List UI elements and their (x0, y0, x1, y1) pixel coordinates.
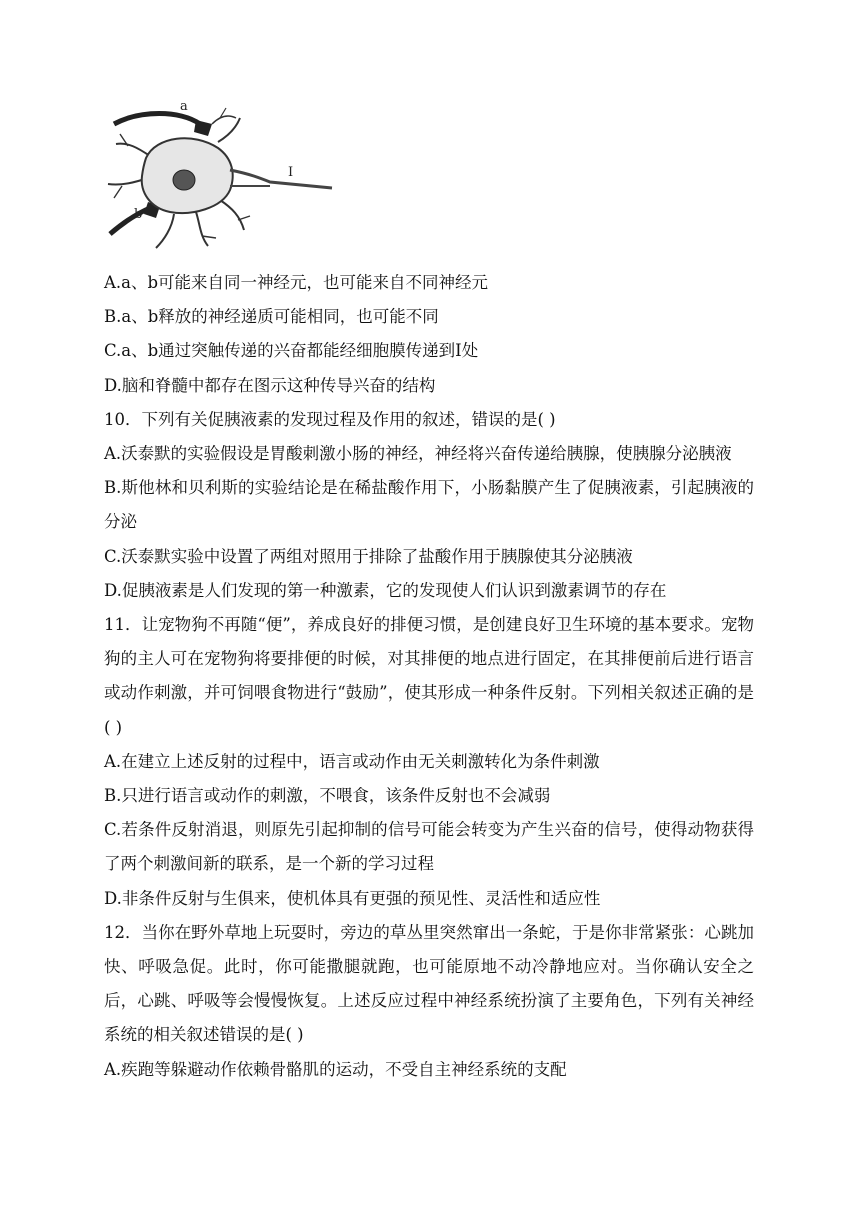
synaptic-knob-a (194, 120, 212, 136)
q10-option-b: B.斯他林和贝利斯的实验结论是在稀盐酸作用下，小肠黏膜产生了促胰液素，引起胰液的分泌 (104, 478, 754, 532)
nucleus (173, 170, 195, 190)
q9-option-a: A.a、b可能来自同一神经元，也可能来自不同神经元 (104, 273, 489, 292)
figure-label-b: b (134, 207, 143, 222)
q9-option-d: D.脑和脊髓中都存在图示这种传导兴奋的结构 (104, 375, 436, 395)
q12-stem: 12．当你在野外草地上玩耍时，旁边的草丛里突然窜出一条蛇，于是你非常紧张：心跳加快、呼吸急促。此时，你可能撒腿就跑，也可能原地不动冷静地应对。当你确认安全之后，心跳、呼吸等会慢慢恢复。上述反应过程中神经系统扮演了主要角色，下列有关神经系统的相关叙述错误的是( ) (104, 922, 754, 1045)
q9-option-c: C.a、b通过突触传递的兴奋都能经细胞膜传递到Ⅰ处 (104, 341, 479, 361)
question-content (104, 266, 754, 1087)
q11-option-b: B.只进行语言或动作的刺激，不喂食，该条件反射也不会减弱 (104, 785, 551, 805)
q12-option-a: A.疾跑等躲避动作依赖骨骼肌的运动，不受自主神经系统的支配 (104, 1059, 567, 1079)
q11-option-c: C.若条件反射消退，则原先引起抑制的信号可能会转变为产生兴奋的信号，使得动物获得了两个刺激间新的联系，是一个新的学习过程 (104, 820, 754, 874)
neuron-figure (100, 96, 340, 260)
figure-label-a: a (180, 99, 188, 114)
q10-option-d: D.促胰液素是人们发现的第一种激素，它的发现使人们认识到激素调节的存在 (104, 580, 667, 600)
q10-option-a: A.沃泰默的实验假设是胃酸刺激小肠的神经，神经将兴奋传递给胰腺，使胰腺分泌胰液 (104, 443, 732, 463)
q10-option-c: C.沃泰默实验中设置了两组对照用于排除了盐酸作用于胰腺使其分泌胰液 (104, 546, 633, 566)
q9-option-b: B.a、b释放的神经递质可能相同，也可能不同 (104, 307, 439, 327)
neuron-diagram (100, 96, 340, 260)
figure-label-I: I (288, 165, 294, 180)
axon-b-fiber (110, 208, 150, 234)
axon-a-fiber (114, 114, 200, 125)
q11-option-a: A.在建立上述反射的过程中，语言或动作由无关刺激转化为条件刺激 (104, 751, 600, 771)
q11-stem: 11．让宠物狗不再随“便”，养成良好的排便习惯，是创建良好卫生环境的基本要求。宠物狗的主人可在宠物狗将要排便的时候，对其排便的地点进行固定，在其排便前后进行语言或动作刺激，并可饲喂食物进行“鼓励”，使其形成一种条件反射。下列相关叙述正确的是( ) (104, 614, 754, 737)
q11-option-d: D.非条件反射与生俱来，使机体具有更强的预见性、灵活性和适应性 (104, 888, 601, 908)
q10-stem: 10．下列有关促胰液素的发现过程及作用的叙述，错误的是( ) (104, 409, 556, 429)
